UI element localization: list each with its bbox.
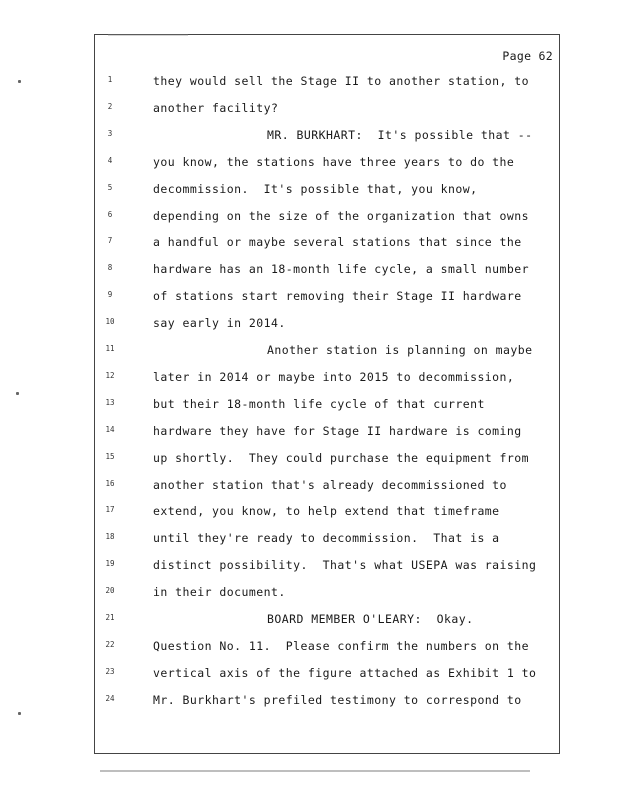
transcript-line [95,181,559,207]
line-text: MR. BURKHART: It's possible that -- [267,127,533,142]
line-text: another station that's already decommissioned to [153,477,507,492]
page-number: Page 62 [502,49,553,63]
line-number: 12 [105,370,115,380]
line-number: 7 [107,236,113,246]
line-number: 17 [105,505,115,515]
transcript-line [95,423,559,449]
line-number: 4 [107,155,113,165]
line-text: but their 18-month life cycle of that current [153,396,485,411]
line-text: up shortly. They could purchase the equipment from [153,450,530,465]
line-text: until they're ready to decommission. That is a [153,531,500,546]
scan-edge-smudge [100,770,530,772]
line-number: 16 [105,478,115,488]
transcript-line [95,127,559,153]
transcript-line [95,503,559,529]
line-text: hardware they have for Stage II hardware is coming [153,423,522,438]
line-text: they would sell the Stage II to another station, to [153,74,530,88]
line-number: 24 [105,693,115,703]
line-number: 14 [105,424,115,434]
transcript-line [95,611,559,637]
line-number: 20 [105,586,115,596]
line-number: 11 [105,344,115,353]
transcript-line [95,342,559,368]
line-number: 5 [107,182,113,192]
line-number: 13 [105,397,115,407]
line-text: a handful or maybe several stations that since the [153,235,522,250]
line-text: vertical axis of the figure attached as Exhibit 1 to [153,665,537,680]
line-text: Question No. 11. Please confirm the numbers on the [153,638,530,653]
line-text: say early in 2014. [153,316,286,331]
line-number: 2 [107,101,113,111]
transcript-line [95,261,559,287]
transcript-line [95,100,559,126]
line-text: of stations start removing their Stage II hardware [153,289,522,304]
line-number: 15 [105,451,115,461]
line-text: distinct possibility. That's what USEPA was raising [153,558,537,573]
transcript-line [95,234,559,260]
scan-speck [16,392,19,395]
line-number: 3 [107,128,113,138]
line-text: another facility? [153,100,279,115]
line-number: 10 [105,317,115,327]
transcript-line [95,665,559,691]
line-text: extend, you know, to help extend that timeframe [153,504,500,519]
transcript-line [95,208,559,234]
line-number: 22 [105,639,115,649]
scan-speck [18,80,21,83]
transcript-line [95,396,559,422]
line-number: 19 [105,559,115,569]
line-number: 6 [107,209,113,219]
scan-speck [18,712,21,715]
transcript-line [95,477,559,503]
line-text: later in 2014 or maybe into 2015 to decommission, [153,369,515,384]
line-number: 1 [107,75,113,84]
line-text: Another station is planning on maybe [267,343,533,357]
line-text: you know, the stations have three years to do the [153,154,515,169]
transcript-line [95,638,559,664]
line-text: Mr. Burkhart's prefiled testimony to correspond to [153,692,522,707]
line-number: 9 [107,290,113,300]
transcript-page [94,34,560,754]
transcript-line [95,450,559,476]
transcript-line [95,154,559,180]
transcript-line [95,315,559,341]
transcript-line [95,692,559,718]
transcript-line [95,288,559,314]
line-number: 23 [105,666,115,676]
line-number: 21 [105,613,115,622]
transcript-line [95,73,559,99]
line-text: hardware has an 18-month life cycle, a small number [153,262,530,277]
transcript-line [95,369,559,395]
transcript-line [95,584,559,610]
line-number: 18 [105,532,115,542]
transcript-line [95,557,559,583]
line-text: BOARD MEMBER O'LEARY: Okay. [267,612,474,626]
line-text: decommission. It's possible that, you know, [153,181,478,196]
line-number: 8 [107,263,113,273]
line-text: in their document. [153,585,286,600]
scan-edge-smudge [108,34,188,36]
line-text: depending on the size of the organization that owns [153,208,530,223]
transcript-line [95,530,559,556]
